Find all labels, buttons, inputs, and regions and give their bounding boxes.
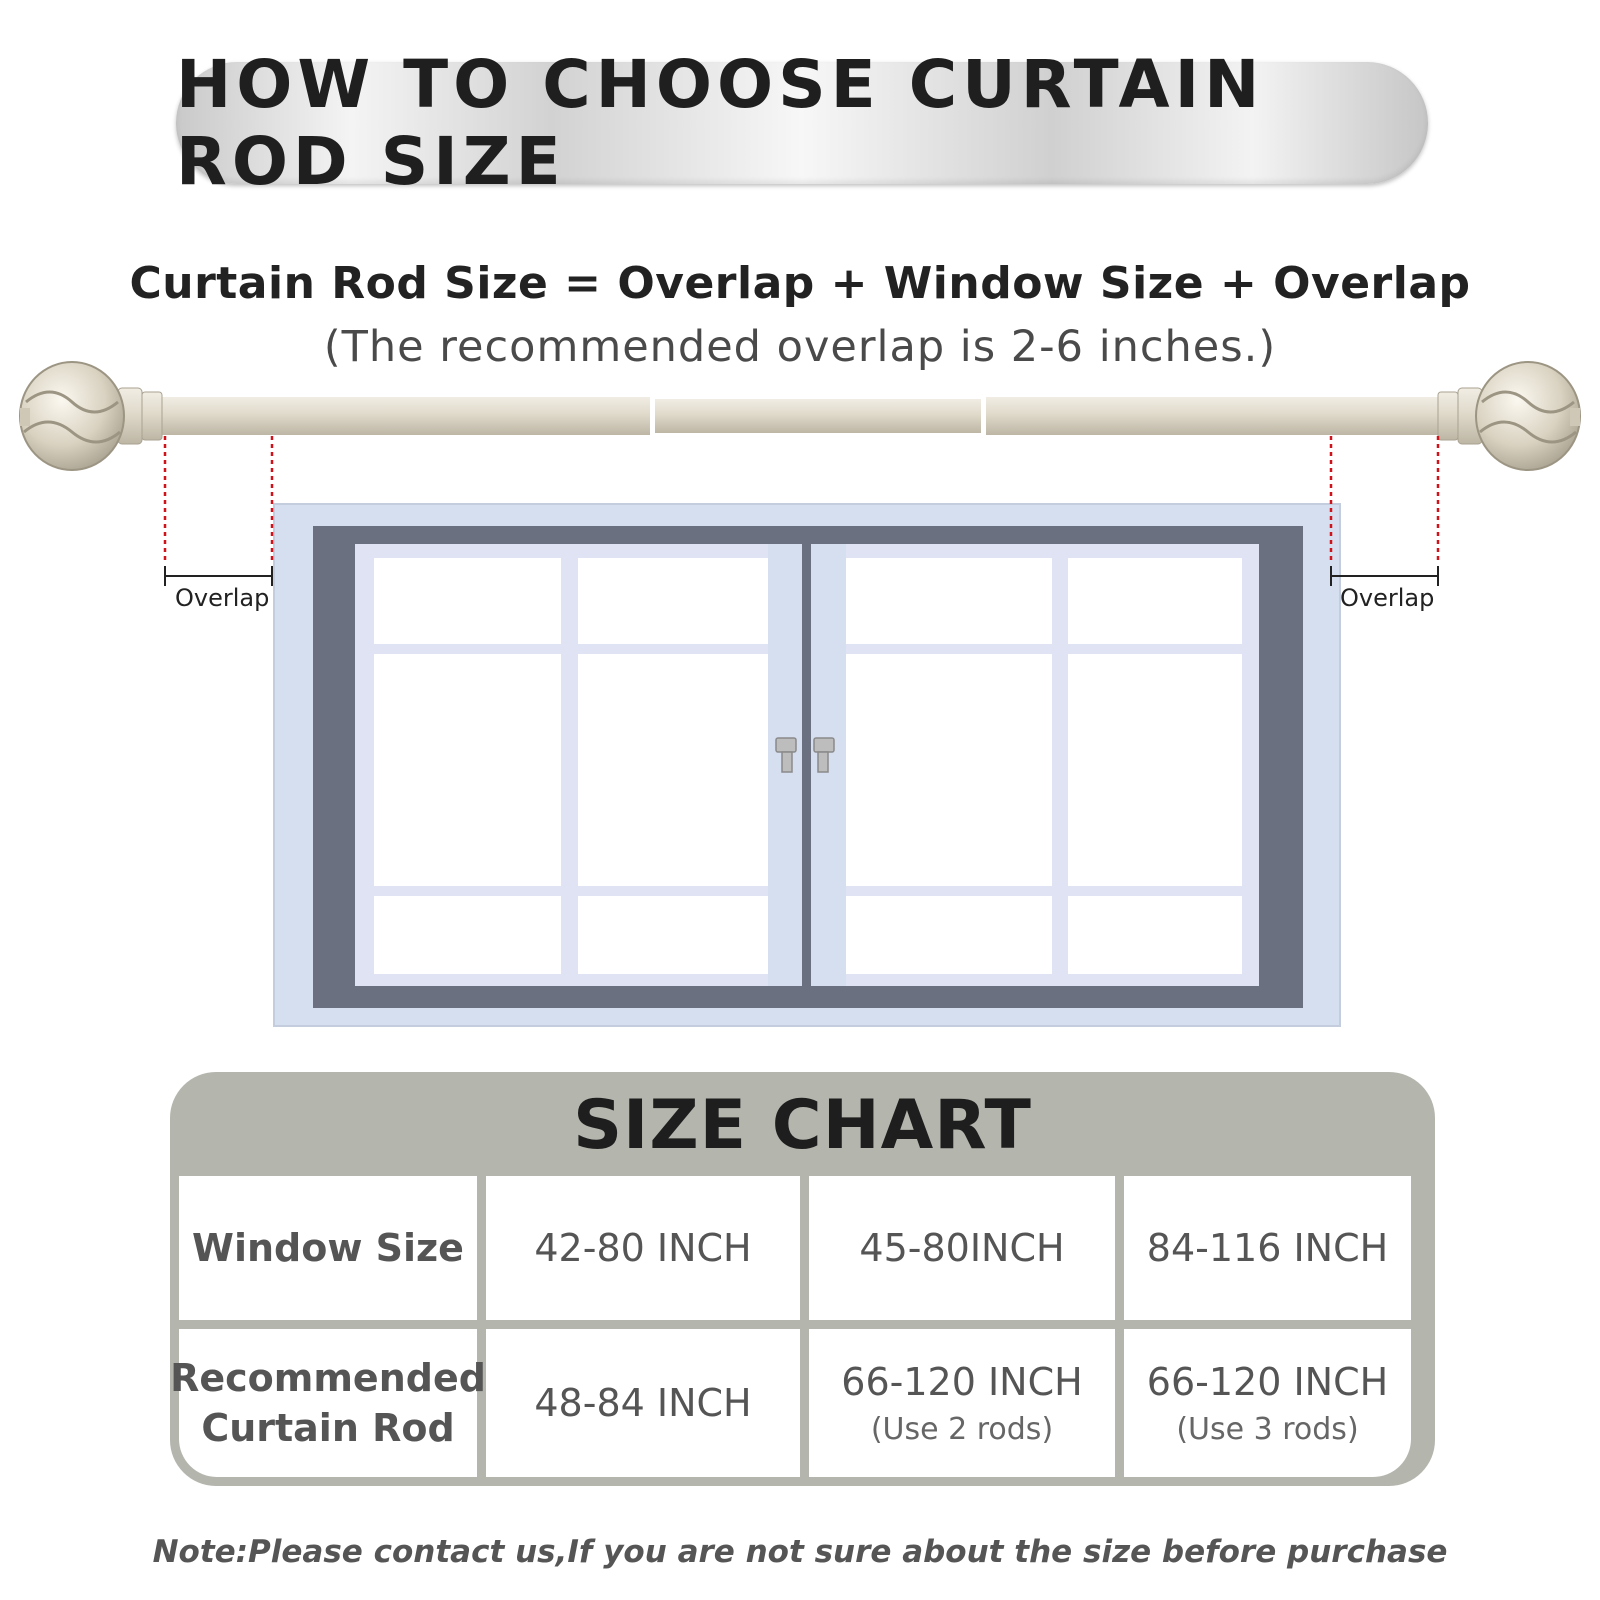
- row-header-window-size: [179, 1176, 477, 1320]
- window-rod-diagram: [0, 340, 1600, 1040]
- overlap-recommendation: (The recommended overlap is 2-6 inches.): [323, 322, 1277, 372]
- cell-value: 66-120 INCH: [1146, 1359, 1389, 1404]
- cell-value: 45-80INCH: [859, 1226, 1065, 1270]
- page-title: HOW TO CHOOSE CURTAIN ROD SIZE: [176, 46, 1265, 200]
- cell-value: 48-84 INCH: [534, 1381, 752, 1425]
- cell-value: 66-120 INCH: [841, 1359, 1083, 1404]
- window-rod-illustration: [0, 340, 1600, 1040]
- cell-note: (Use 3 rods): [1176, 1411, 1359, 1447]
- table-cell-rod-2: [809, 1329, 1115, 1477]
- overlap-label-right: Overlap: [1340, 584, 1435, 612]
- table-cell-rod-3: [1124, 1329, 1411, 1477]
- row-label-line2: Curtain Rod: [201, 1406, 455, 1450]
- overlap-marker-left: [165, 436, 272, 562]
- title-banner: [176, 46, 1428, 200]
- table-cell-window-size-2: [809, 1176, 1115, 1320]
- rod-size-formula: Curtain Rod Size = Overlap + Window Size + Overlap: [129, 258, 1471, 309]
- overlap-label-left: Overlap: [175, 584, 270, 612]
- cell-value: 84-116 INCH: [1146, 1226, 1389, 1270]
- overlap-dimension-right: [1331, 566, 1438, 586]
- row-label: Window Size: [192, 1226, 464, 1270]
- overlap-dimension-left: [165, 566, 272, 586]
- window-center-divider: [802, 544, 811, 986]
- table-cell-window-size-1: [486, 1176, 800, 1320]
- cell-note: (Use 2 rods): [870, 1411, 1054, 1447]
- size-chart: [170, 1072, 1435, 1486]
- right-finial-icon: [1476, 362, 1580, 470]
- left-finial-icon: [20, 362, 124, 470]
- table-cell-rod-1: [486, 1329, 800, 1477]
- curtain-rod: [118, 388, 1482, 444]
- cell-value: 42-80 INCH: [534, 1226, 752, 1270]
- size-chart-title: SIZE CHART: [573, 1086, 1032, 1165]
- footer-note: Note:Please contact us,If you are not sure about the size before purchase: [152, 1534, 1448, 1570]
- row-label-line1: Recommended: [170, 1356, 486, 1400]
- row-header-recommended-rod: [170, 1329, 486, 1477]
- overlap-marker-right: [1331, 436, 1438, 562]
- table-cell-window-size-3: [1124, 1176, 1411, 1320]
